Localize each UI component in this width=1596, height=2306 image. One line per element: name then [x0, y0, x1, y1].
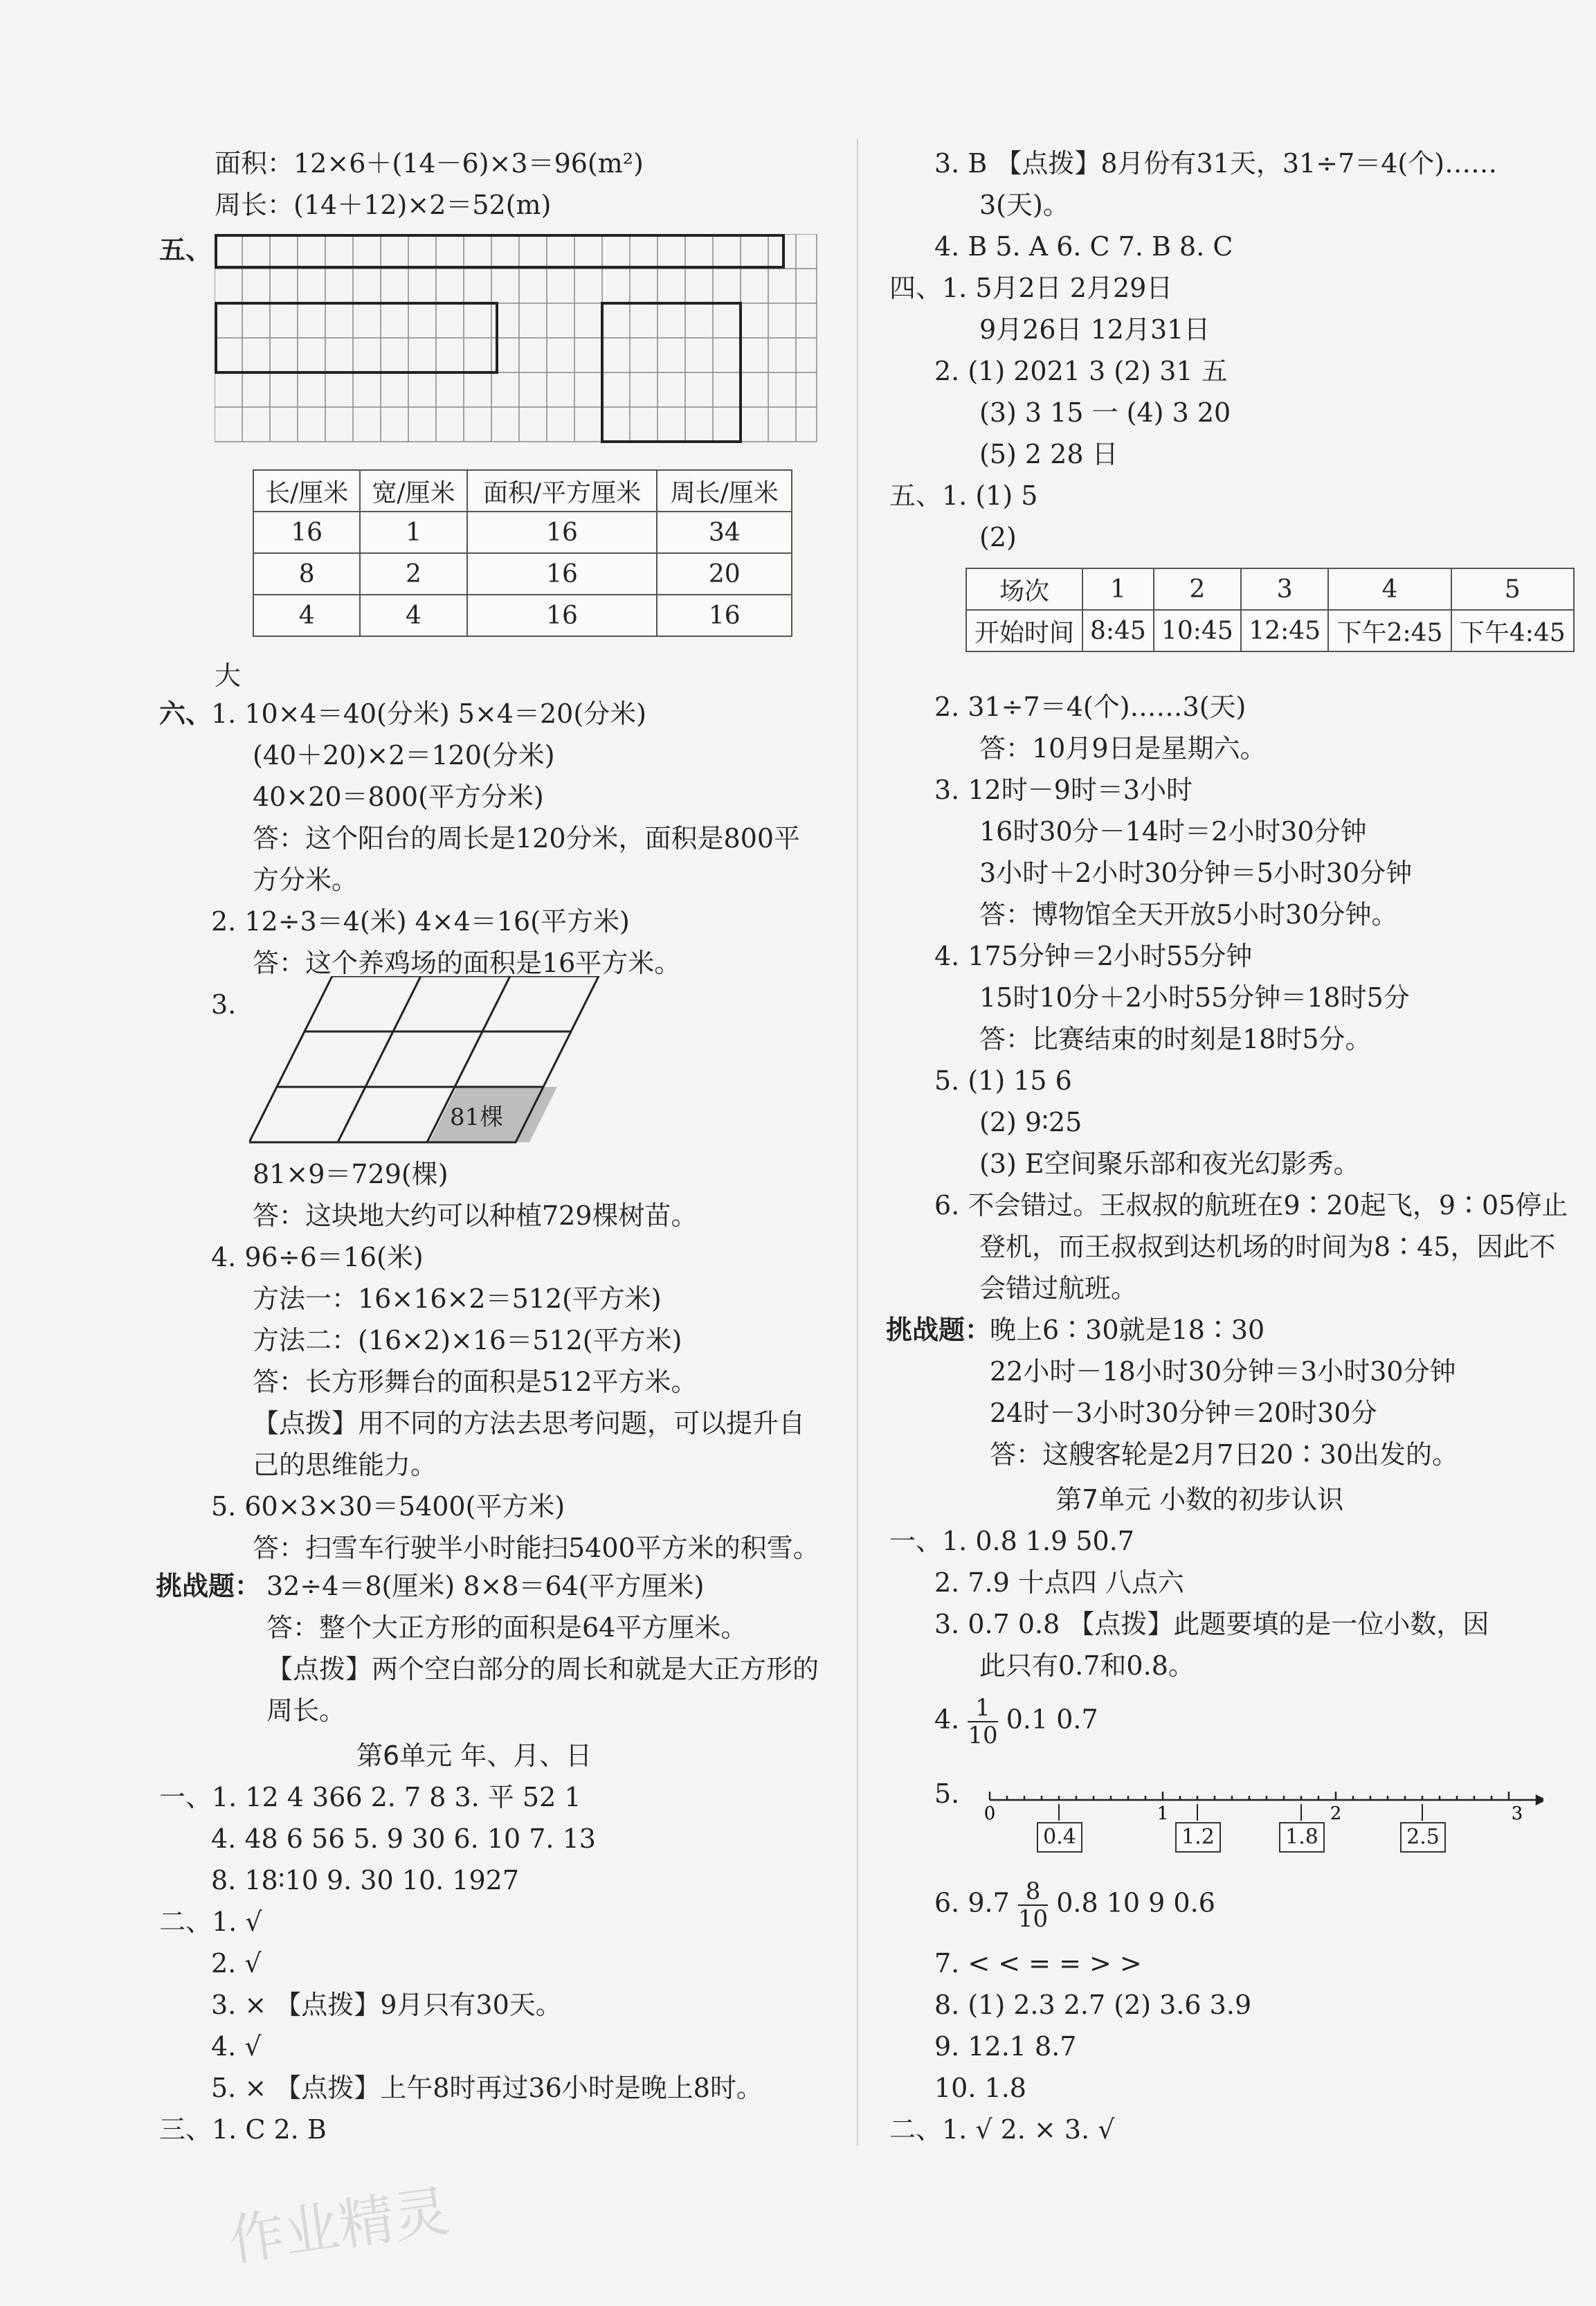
r-v-5c: (3) E空间聚乐部和夜光幻影秀。	[979, 1149, 1360, 1179]
r-iv-1: 四、1. 5月2日 2月29日	[889, 273, 1173, 303]
r-v-1b: (2)	[979, 522, 1017, 552]
schedule-table	[965, 568, 1575, 652]
q6-5a: 5. 60×3×30＝5400(平方米)	[211, 1491, 565, 1522]
cell: 10:45	[1154, 610, 1241, 651]
cell: 4	[253, 595, 360, 636]
th-perimeter: 周长/厘米	[657, 470, 792, 512]
q6-4a: 4. 96÷6＝16(米)	[211, 1242, 424, 1272]
u6-1b: 4. 48 6 56 5. 9 30 6. 10 7. 13	[211, 1823, 596, 1854]
challenge-left-3: 【点拨】两个空白部分的周长和就是大正方形的	[266, 1654, 819, 1684]
r-v-2: 2. 31÷7＝4(个)……3(天)	[934, 692, 1246, 722]
u6-2b: 2. √	[211, 1948, 262, 1979]
u7-4	[934, 1696, 1098, 1747]
r-v-4: 4. 175分钟＝2小时55分钟	[934, 941, 1253, 971]
r-v-4c: 答：比赛结束的时刻是18时5分。	[979, 1024, 1372, 1054]
r-v-6: 6. 不会错过。王叔叔的航班在9∶20起飞，9∶05停止	[934, 1190, 1568, 1220]
pointer-arrows	[1059, 1804, 1422, 1821]
r-v-6b: 登机，而王叔叔到达机场的时间为8∶45，因此不	[979, 1232, 1556, 1262]
perimeter-formula: 周长：(14＋12)×2＝52(m)	[215, 190, 552, 220]
q6-4c: 方法二：(16×2)×16＝512(平方米)	[253, 1325, 682, 1355]
row-label: 开始时间	[966, 610, 1082, 651]
challenge-right-3: 24时－3小时30分钟＝20时30分	[990, 1398, 1377, 1428]
nl-box-3: 1.8	[1279, 1822, 1325, 1853]
answer-da: 大	[215, 660, 242, 691]
r-v-3d: 答：博物馆全天开放5小时30分钟。	[979, 899, 1398, 930]
u7-4-num: 4.	[934, 1704, 960, 1735]
u7-6-pre: 6. 9.7	[934, 1887, 1010, 1918]
cell: 16	[467, 595, 658, 636]
cell: 16	[253, 512, 360, 553]
r-iv-1b: 9月26日 12月31日	[979, 314, 1210, 345]
watermark: 作业精灵	[225, 2179, 453, 2273]
challenge-right-4: 答：这艘客轮是2月7日20∶30出发的。	[990, 1439, 1459, 1470]
u6-2c: 3. × 【点拨】9月只有30天。	[211, 1990, 562, 2020]
u6-2d: 4. √	[211, 2031, 262, 2062]
u7-ii: 二、1. √ 2. × 3. √	[889, 2114, 1115, 2145]
q5-label: 五、	[159, 235, 212, 265]
u7-6	[934, 1877, 1215, 1933]
r-v-6c: 会错过航班。	[979, 1273, 1138, 1304]
q6-1d: 答：这个阳台的周长是120分米，面积是800平	[253, 823, 801, 854]
u7-2: 2. 7.9 十点四 八点六	[934, 1567, 1184, 1598]
challenge-left-2: 答：整个大正方形的面积是64平方厘米。	[266, 1612, 747, 1643]
u7-3b: 此只有0.7和0.8。	[979, 1650, 1195, 1681]
th-length: 长/厘米	[253, 470, 360, 512]
q6-4e: 【点拨】用不同的方法去思考问题，可以提升自	[253, 1408, 806, 1439]
nl-box-4: 2.5	[1400, 1822, 1446, 1853]
cell: 1	[360, 512, 466, 553]
q6-4d: 答：长方形舞台的面积是512平方米。	[253, 1367, 698, 1397]
u6-3: 三、1. C 2. B	[159, 2114, 327, 2145]
cell: 34	[657, 512, 792, 553]
th-3: 3	[1241, 568, 1328, 610]
q6-5b: 答：扫雪车行驶半小时能扫5400平方米的积雪。	[253, 1533, 819, 1563]
th-2: 2	[1154, 568, 1241, 610]
tick-3: 3	[1511, 1803, 1523, 1824]
challenge-right-1: 晚上6∶30就是18∶30	[990, 1315, 1265, 1345]
cell: 2	[360, 553, 466, 595]
u6-1a: 一、1. 12 4 366 2. 7 8 3. 平 52 1	[159, 1782, 581, 1812]
q6-2b: 答：这个养鸡场的面积是16平方米。	[253, 948, 681, 978]
cell: 4	[360, 595, 466, 636]
r-4-8: 4. B 5. A 6. C 7. B 8. C	[934, 231, 1233, 262]
tree-label: 81棵	[450, 1104, 504, 1131]
u7-3: 3. 0.7 0.8 【点拨】此题要填的是一位小数，因	[934, 1609, 1489, 1639]
q6-4b: 方法一：16×16×2＝512(平方米)	[253, 1283, 662, 1314]
rect-table	[253, 469, 792, 637]
cell: 16	[467, 553, 658, 595]
nl-box-2: 1.2	[1175, 1822, 1221, 1853]
column-divider	[857, 138, 858, 2146]
grid-lines	[215, 234, 817, 442]
challenge-right-2: 22小时－18小时30分钟＝3小时30分钟	[990, 1356, 1456, 1387]
u7-10: 10. 1.8	[934, 2073, 1026, 2103]
cell: 12:45	[1241, 610, 1328, 651]
parallelogram-diagram	[249, 976, 609, 1149]
r-iv-2: 2. (1) 2021 3 (2) 31 五	[934, 356, 1228, 386]
u7-6-rest: 0.8 10 9 0.6	[1056, 1887, 1215, 1918]
u7-9: 9. 12.1 8.7	[934, 2031, 1077, 2062]
cell: 下午4:45	[1451, 610, 1574, 651]
r-v-3b: 16时30分－14时＝2小时30分钟	[979, 816, 1367, 847]
q6-3b: 81×9＝729(棵)	[253, 1159, 448, 1189]
tick-2: 2	[1330, 1803, 1342, 1824]
q6-3c: 答：这块地大约可以种植729棵树苗。	[253, 1200, 698, 1231]
r-v-5b: (2) 9∶25	[979, 1107, 1082, 1137]
q6-2a: 2. 12÷3＝4(米) 4×4＝16(平方米)	[211, 906, 630, 937]
q6-1c: 40×20＝800(平方分米)	[253, 782, 544, 812]
number-line	[983, 1779, 1543, 1828]
u6-1c: 8. 18∶10 9. 30 10. 1927	[211, 1865, 519, 1895]
u7-1: 一、1. 0.8 1.9 50.7	[889, 1526, 1134, 1556]
challenge-label-left: 挑战题：	[156, 1571, 262, 1601]
r-v-5: 5. (1) 15 6	[934, 1065, 1072, 1096]
u7-4-rest: 0.1 0.7	[1006, 1704, 1098, 1735]
unit7-title: 第7单元 小数的初步认识	[1055, 1484, 1344, 1515]
r-v-4b: 15时10分＋2小时55分钟＝18时5分	[979, 982, 1410, 1013]
th-width: 宽/厘米	[360, 470, 466, 512]
q6-3: 3.	[211, 989, 237, 1020]
nl-box-1: 0.4	[1037, 1822, 1082, 1853]
tick-1: 1	[1157, 1803, 1169, 1824]
cell: 16	[467, 512, 658, 553]
q6-4f: 己的思维能力。	[253, 1450, 437, 1480]
r-iv-2c: (5) 2 28 日	[979, 439, 1118, 469]
u6-2a: 二、1. √	[159, 1907, 262, 1937]
r-iv-2b: (3) 3 15 一 (4) 3 20	[979, 397, 1231, 428]
q6-1e: 方分米。	[253, 865, 359, 895]
th-session: 场次	[966, 568, 1082, 610]
cell: 8:45	[1082, 610, 1154, 651]
r-v-2b: 答：10月9日是星期六。	[979, 733, 1267, 764]
u7-7: 7. < < = = > >	[934, 1948, 1142, 1979]
th-4: 4	[1328, 568, 1451, 610]
cell: 20	[657, 553, 792, 595]
u6-2e: 5. × 【点拨】上午8时再过36小时是晚上8时。	[211, 2073, 763, 2103]
q6-1b: (40＋20)×2＝120(分米)	[253, 740, 555, 771]
cell: 8	[253, 553, 360, 595]
r-3b: 3(天)。	[979, 190, 1069, 220]
tick-0: 0	[983, 1803, 996, 1824]
q6-1a: 1. 10×4＝40(分米) 5×4＝20(分米)	[211, 699, 646, 729]
fraction-1-10: $\frac{1}{10}$	[968, 1694, 998, 1749]
grid-drawing	[215, 234, 824, 449]
th-area: 面积/平方厘米	[467, 470, 658, 512]
cell: 下午2:45	[1328, 610, 1451, 651]
fraction-8-10: $\frac{8}{10}$	[1017, 1877, 1049, 1933]
th-5: 5	[1451, 568, 1574, 610]
challenge-left-4: 周长。	[266, 1695, 346, 1726]
q6-label: 六、	[159, 699, 212, 729]
r-3: 3. B 【点拨】8月份有31天，31÷7＝4(个)……	[934, 148, 1498, 179]
parallelogram-lines	[249, 976, 599, 1142]
r-v-3c: 3小时＋2小时30分钟＝5小时30分钟	[979, 858, 1413, 888]
unit6-title: 第6单元 年、月、日	[356, 1740, 592, 1771]
challenge-label-right: 挑战题：	[886, 1315, 992, 1345]
cell: 16	[657, 595, 792, 636]
r-v-3: 3. 12时－9时＝3小时	[934, 775, 1193, 805]
th-1: 1	[1082, 568, 1154, 610]
u7-8: 8. (1) 2.3 2.7 (2) 3.6 3.9	[934, 1990, 1252, 2020]
u7-5-num: 5.	[934, 1778, 960, 1809]
challenge-left-1: 32÷4＝8(厘米) 8×8＝64(平方厘米)	[266, 1571, 705, 1601]
area-formula: 面积：12×6＋(14－6)×3＝96(m²)	[215, 148, 644, 179]
r-v-1: 五、1. (1) 5	[889, 480, 1038, 511]
rect-16x1	[216, 235, 783, 267]
